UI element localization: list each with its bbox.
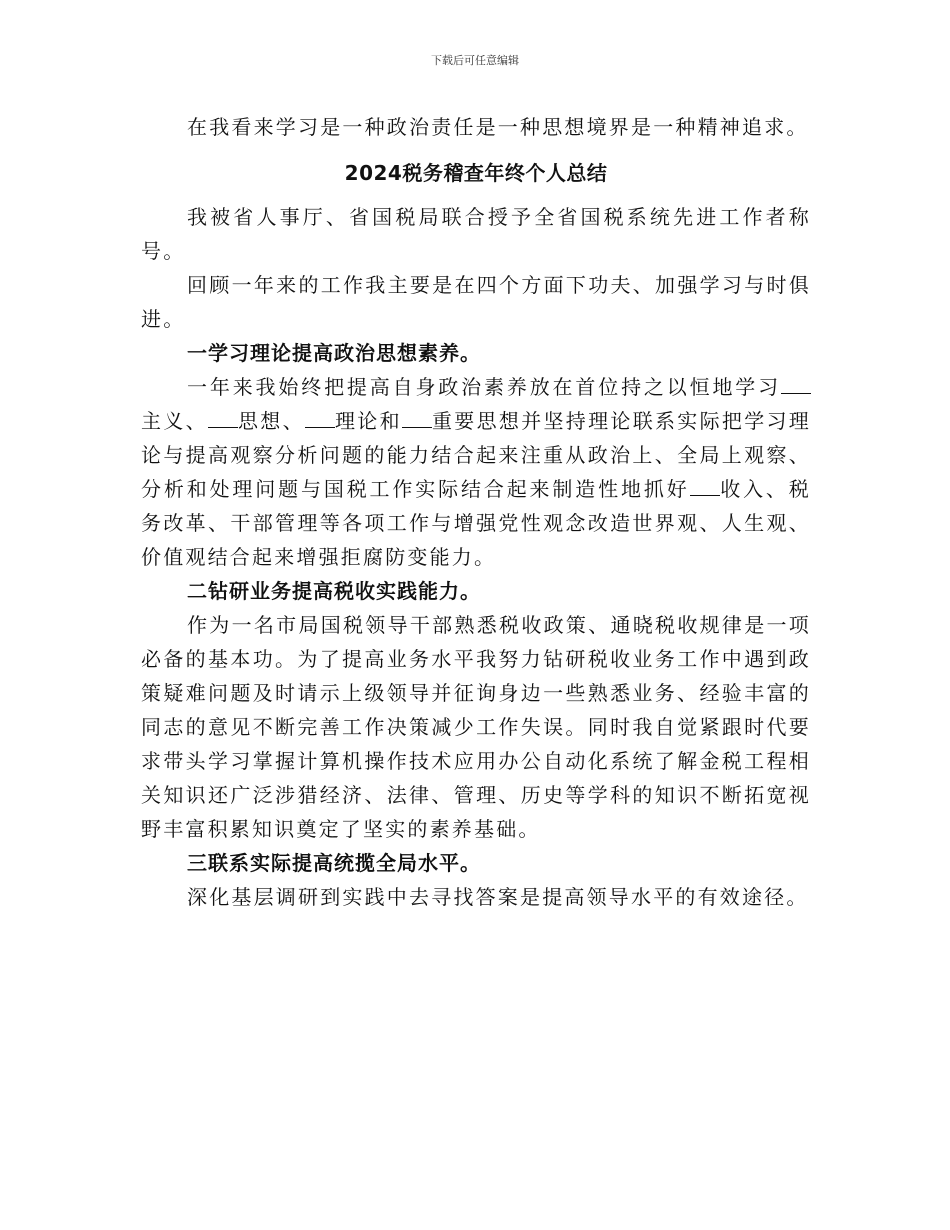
paragraph-review: 回顾一年来的工作我主要是在四个方面下功夫、加强学习与时俱进。 <box>141 273 811 331</box>
paragraph-theory-part4: 理论和 <box>334 409 402 433</box>
document-title: 2024税务稽查年终个人总结 <box>344 161 608 185</box>
section-heading-1: 一学习理论提高政治思想素养。 <box>187 341 481 365</box>
paragraph-theory-part1: 一年来我始终把提高自身政治素养放在首位持之以恒地学习 <box>187 375 781 399</box>
fill-blank <box>781 375 811 394</box>
fill-blank <box>208 409 238 428</box>
section-heading-2: 二钻研业务提高税收实践能力。 <box>187 579 481 603</box>
document-body <box>141 110 811 914</box>
section-heading-3: 三联系实际提高统揽全局水平。 <box>187 851 481 875</box>
paragraph-theory <box>141 370 811 574</box>
paragraph-theory-part3: 思想、 <box>237 409 305 433</box>
paragraph-theory-part2: 主义、 <box>141 409 208 433</box>
paragraph-research: 深化基层调研到实践中去寻找答案是提高领导水平的有效途径。 <box>187 885 809 909</box>
fill-blank <box>690 477 720 496</box>
paragraph-business: 作为一名市局国税领导干部熟悉税收政策、通晓税收规律是一项必备的基本功。为了提高业务水平我努力钻研税收业务工作中遇到政策疑难问题及时请示上级领导并征询身边一些熟悉业务、经验丰富的同志的意见不断完善工作决策减少工作失误。同时我自觉紧跟时代要求带头学习掌握计算机操作技术应用办公自动化系统了解金税工程相关知识还广泛涉猎经济、法律、管理、历史等学科的知识不断拓宽视野丰富积累知识奠定了坚实的素养基础。 <box>141 613 811 841</box>
fill-blank <box>402 409 432 428</box>
fill-blank <box>305 409 335 428</box>
paragraph-theory-part6: 收入、税务改革、干部管理等各项工作与增强党性观念改造世界观、人生观、价值观结合起来增强拒腐防变能力。 <box>141 477 811 569</box>
page-header: 下载后可任意编辑 <box>431 54 519 67</box>
paragraph-theory-part5: 重要思想并坚持理论联系实际把学习理论与提高观察分析问题的能力结合起来注重从政治上、全局上观察、分析和处理问题与国税工作实际结合起来制造性地抓好 <box>141 409 811 501</box>
paragraph-award: 我被省人事厅、省国税局联合授予全省国税系统先进工作者称号。 <box>141 205 811 263</box>
intro-paragraph: 在我看来学习是一种政治责任是一种思想境界是一种精神追求。 <box>187 115 809 139</box>
